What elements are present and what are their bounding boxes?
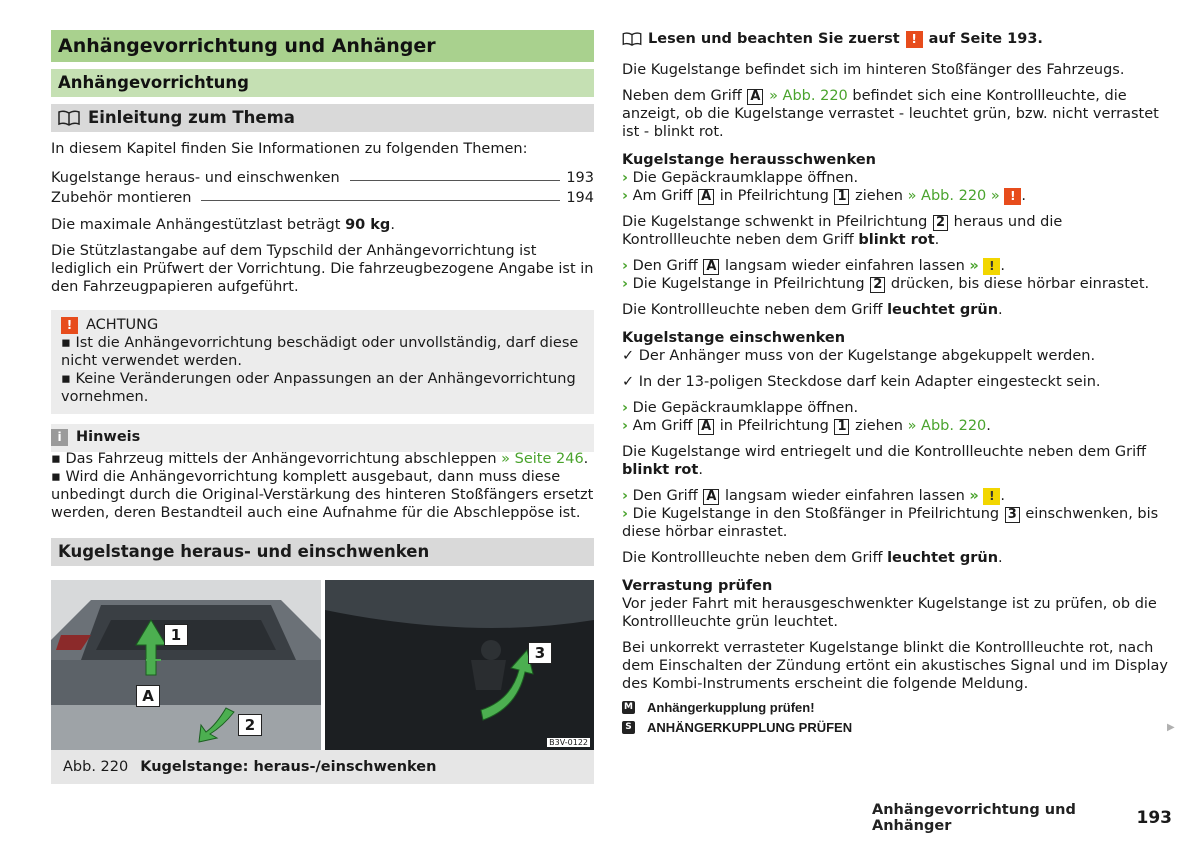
right-column — [622, 30, 1170, 737]
step-heading: Verrastung prüfen — [622, 578, 773, 594]
warning-icon: ! — [1004, 188, 1021, 205]
subsection-heading: Kugelstange heraus- und einschwenken — [51, 538, 594, 566]
intro-heading: Einleitung zum Thema — [51, 104, 594, 132]
figure-caption: Abb. 220 Kugelstange: heraus-/einschwenken — [51, 750, 594, 784]
info-icon: i — [51, 429, 68, 446]
warning-box — [51, 310, 594, 414]
paragraph: Die Kugelstange schwenkt in Pfeilrichtung 2 heraus und die Kontrollleuchte neben dem Griff blinkt rot. — [622, 214, 1063, 248]
figure-label-2: 2 — [238, 714, 262, 736]
paragraph: Die Kugelstange wird entriegelt und die Kontrollleuchte neben dem Griff blinkt rot. — [622, 444, 1147, 478]
step: › Am Griff A in Pfeilrichtung 1 ziehen » Abb. 220 » ! . — [622, 188, 1026, 204]
max-load-text: Die maximale Anhängestützlast beträgt 90 kg. — [51, 217, 395, 233]
toc-entry[interactable]: Zubehör montieren 194 — [51, 190, 594, 206]
figure-link[interactable]: » Abb. 220 » — [907, 188, 1000, 204]
note-title: Hinweis — [76, 429, 141, 445]
left-column — [51, 30, 594, 784]
warning-item: ▪ Keine Veränderungen oder Anpassungen an der Anhängevorrichtung vornehmen. — [61, 371, 576, 405]
figure-image — [51, 580, 594, 750]
page-footer — [872, 802, 1172, 834]
segment-display-icon: S — [622, 721, 635, 734]
display-message-m: M Anhängerkupplung prüfen! — [622, 697, 1170, 717]
figure-label-1: 1 — [164, 624, 188, 646]
maxi-dot-icon: M — [622, 701, 635, 714]
paragraph: Die Kugelstange befindet sich im hinteren Stoßfänger des Fahrzeugs. — [622, 62, 1125, 78]
footer-title: Anhängevorrichtung und Anhänger — [872, 802, 1076, 834]
precondition: ✓ In der 13-poligen Steckdose darf kein Adapter eingesteckt sein. — [622, 374, 1101, 390]
chapter-title: Anhängevorrichtung und Anhänger — [51, 30, 594, 62]
paragraph: Neben dem Griff A » Abb. 220 befindet sich eine Kontrollleuchte, die anzeigt, ob die Kugelstange verrastet - leuchtet grün, bzw. nicht verrastet ist - blinkt rot. — [622, 88, 1159, 140]
paragraph: Bei unkorrekt verrasteter Kugelstange blinkt die Kontrollleuchte rot, nach dem Einschalten der Zündung ertönt ein akustisches Signal und im Display des Kombi-Instruments erscheint die folgende Meldung. — [622, 640, 1169, 692]
step: › Die Gepäckraumklappe öffnen. — [622, 170, 859, 186]
note-item: ▪ Wird die Anhängevorrichtung komplett ausgebaut, dann muss diese unbedingt durch die Original-Verstärkung des hinteren Stoßfängers ersetzt werden, deren Bestandteil auch eine Aufnahme für die Abschleppöse ist. — [51, 469, 594, 521]
figure-label-a: A — [136, 685, 160, 707]
figure-link[interactable]: » Abb. 220 — [769, 88, 848, 104]
intro-text: In diesem Kapitel finden Sie Informationen zu folgenden Themen: — [51, 141, 528, 157]
page-link[interactable]: » Seite 246 — [501, 451, 584, 467]
page-number: 193 — [1136, 808, 1172, 828]
caution-icon: ! — [983, 488, 1000, 505]
step-heading: Kugelstange herausschwenken — [622, 152, 876, 168]
figure-label-3: 3 — [528, 642, 552, 664]
note-item: ▪ Das Fahrzeug mittels der Anhängevorrichtung abschleppen » Seite 246. — [51, 451, 589, 467]
figure-code: B3V-0122 — [549, 738, 588, 747]
continue-arrow-icon[interactable]: ▶ — [1167, 722, 1175, 733]
display-message-s: S ANHÄNGERKUPPLUNG PRÜFEN — [622, 717, 1170, 737]
step-heading: Kugelstange einschwenken — [622, 330, 846, 346]
paragraph: Die Kontrollleuchte neben dem Griff leuchtet grün. — [622, 550, 1003, 566]
warning-icon: ! — [906, 31, 923, 48]
warning-icon: ! — [61, 317, 78, 334]
warning-item: ▪ Ist die Anhängevorrichtung beschädigt oder unvollständig, darf diese nicht verwendet werden. — [61, 335, 579, 369]
toc — [51, 166, 594, 206]
book-icon — [622, 32, 642, 46]
read-first-line: Lesen und beachten Sie zuerst ! auf Seite 193. — [622, 30, 1170, 48]
paragraph: Vor jeder Fahrt mit herausgeschwenkter Kugelstange ist zu prüfen, ob die Kontrollleuchte grün leuchtet. — [622, 596, 1157, 630]
step: › Die Kugelstange in Pfeilrichtung 2 drücken, bis diese hörbar einrastet. — [622, 276, 1150, 292]
load-info-text: Die Stützlastangabe auf dem Typschild der Anhängevorrichtung ist lediglich ein Prüfwert der Vorrichtung. Die fahrzeugbezogene Angabe ist in den Fahrzeugpapieren aufgeführt. — [51, 243, 594, 295]
paragraph: Die Kontrollleuchte neben dem Griff leuchtet grün. — [622, 302, 1003, 318]
note-box — [51, 424, 594, 452]
step: › Die Gepäckraumklappe öffnen. — [622, 400, 859, 416]
warning-title: ACHTUNG — [86, 317, 159, 333]
precondition: ✓ Der Anhänger muss von der Kugelstange abgekuppelt werden. — [622, 348, 1096, 364]
step: › Den Griff A langsam wieder einfahren lassen » ! . — [622, 258, 1005, 274]
figure-link[interactable]: » Abb. 220 — [907, 418, 987, 434]
caution-icon: ! — [983, 258, 1000, 275]
step: › Am Griff A in Pfeilrichtung 1 ziehen » Abb. 220. — [622, 418, 991, 434]
step: › Die Kugelstange in den Stoßfänger in Pfeilrichtung 3 einschwenken, bis diese hörbar einrastet. — [622, 506, 1159, 540]
step: › Den Griff A langsam wieder einfahren lassen » ! . — [622, 488, 1005, 504]
section-title: Anhängevorrichtung — [51, 69, 594, 97]
figure-illustration — [51, 580, 594, 750]
toc-entry[interactable]: Kugelstange heraus- und einschwenken 193 — [51, 170, 594, 186]
book-icon — [58, 110, 80, 126]
